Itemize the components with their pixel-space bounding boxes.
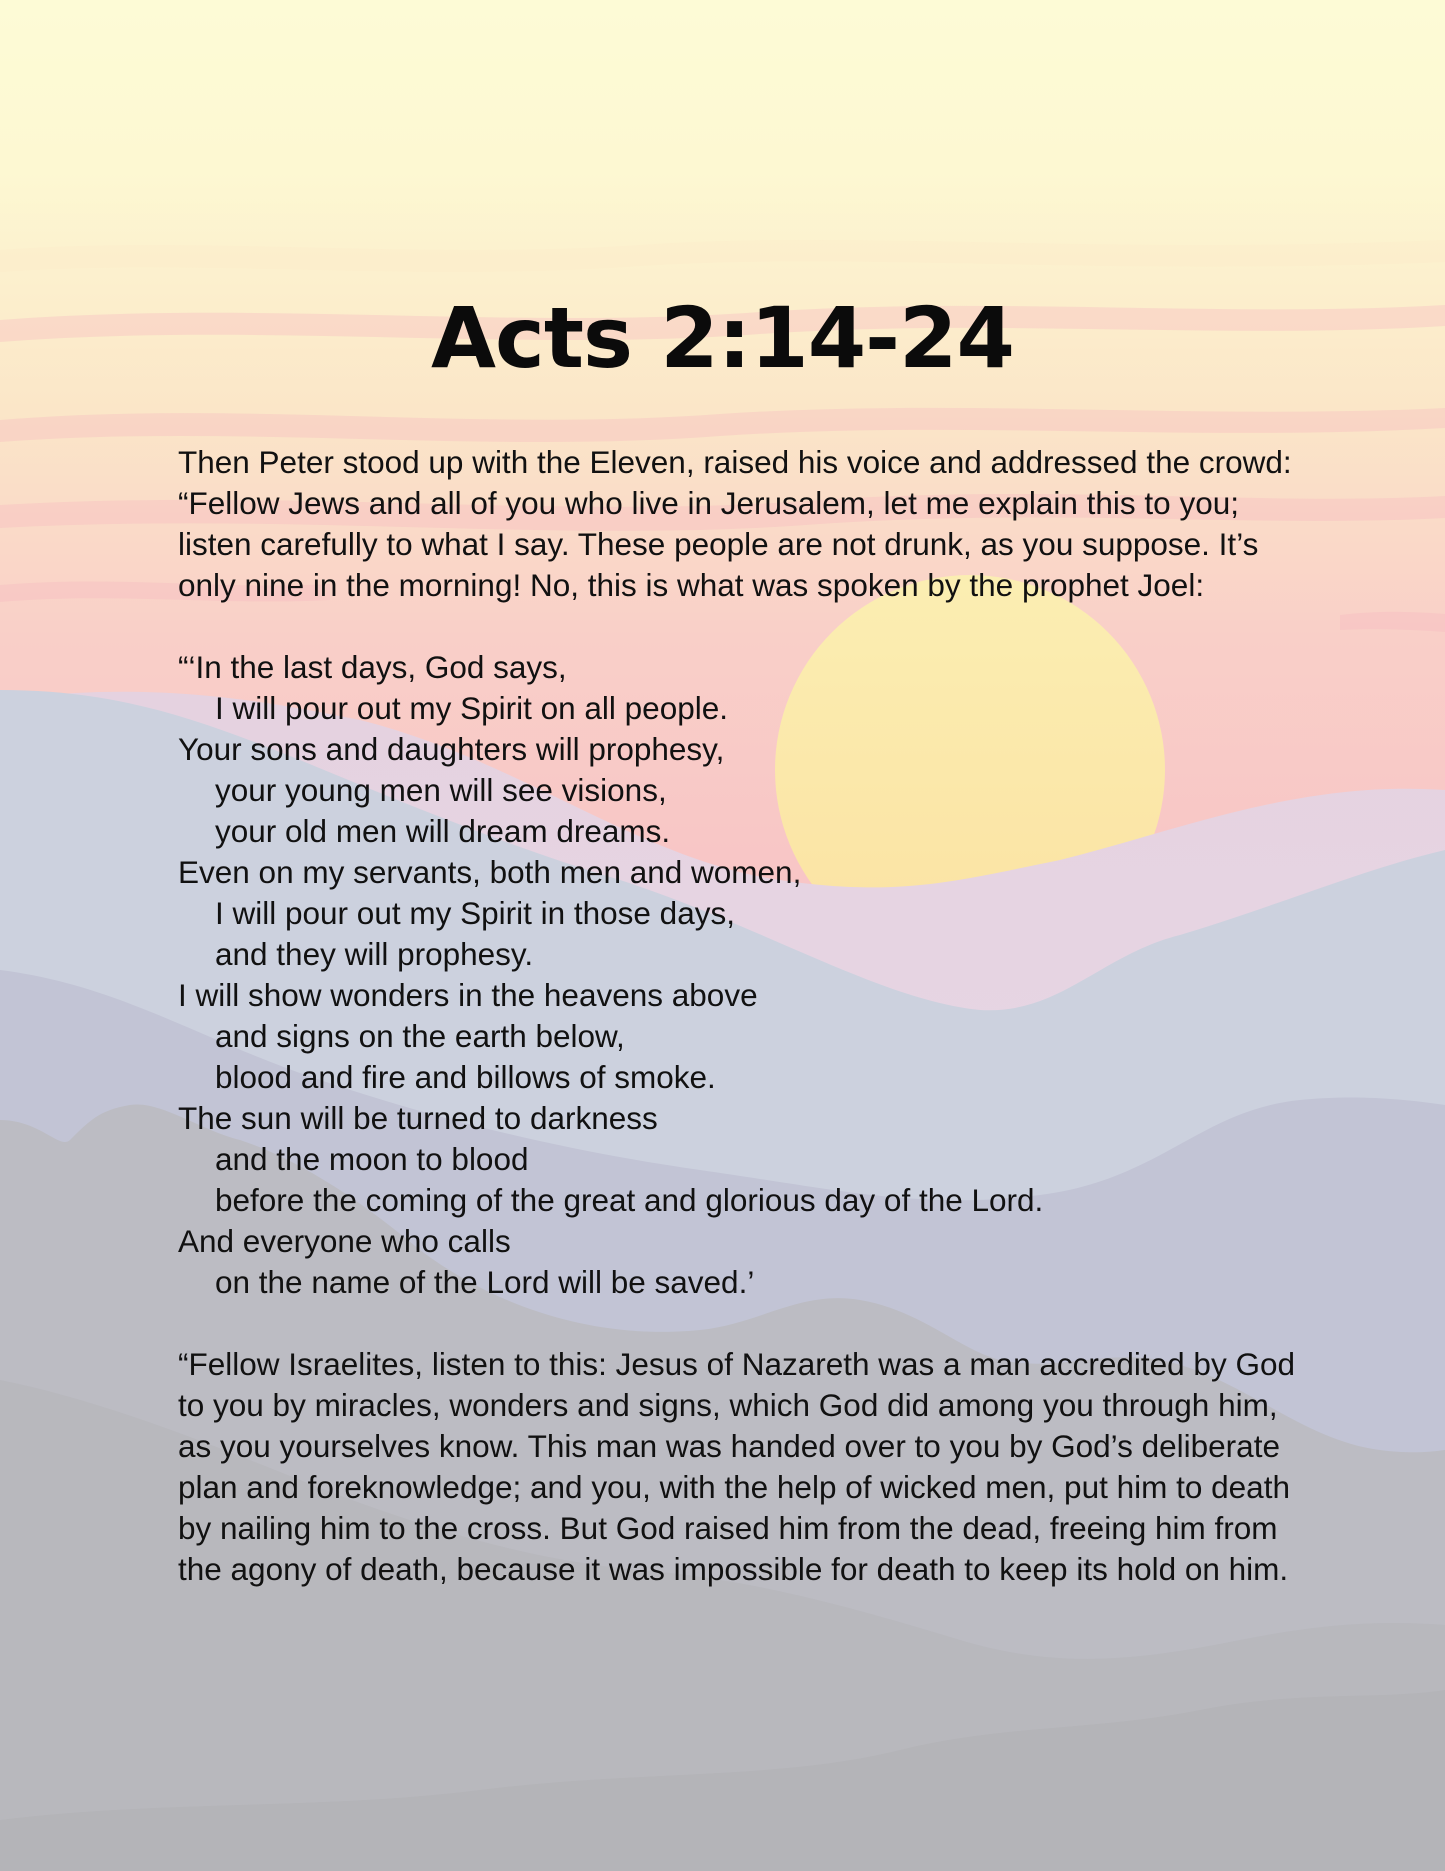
paragraph-spacer [178, 1303, 1298, 1344]
poem-line: your old men will dream dreams. [215, 813, 671, 849]
poem-block [178, 647, 1298, 1303]
page-title: Acts 2:14-24 [431, 289, 1014, 387]
scripture-text [178, 442, 1298, 1590]
poem-line: before the coming of the great and glorious day of the Lord. [215, 1182, 1044, 1218]
poem-line: “‘In the last days, God says, [178, 649, 567, 685]
poem-line: Your sons and daughters will prophesy, [178, 731, 725, 767]
poem-line: and they will prophesy. [215, 936, 534, 972]
poem-line: and the moon to blood [215, 1141, 529, 1177]
poem-line: Even on my servants, both men and women, [178, 854, 802, 890]
poem-line: blood and fire and billows of smoke. [215, 1059, 716, 1095]
poem-line: I will show wonders in the heavens above [178, 977, 758, 1013]
poem-line: on the name of the Lord will be saved.’ [215, 1264, 755, 1300]
closing-paragraph: “Fellow Israelites, listen to this: Jesus of Nazareth was a man accredited by God to you by miracles, wonders and signs, which God did among you through him, as you yourselves know. This man was handed over to you by God’s deliberate plan and foreknowledge; and you, with the help of wicked men, put him to death by nailing him to the cross. But God raised him from the dead, freeing him from the agony of death, because it was impossible for death to keep its hold on him. [178, 1346, 1295, 1587]
poem-line: I will pour out my Spirit on all people. [215, 690, 728, 726]
poem-line: your young men will see visions, [215, 772, 667, 808]
poem-line: and signs on the earth below, [215, 1018, 625, 1054]
poem-line: And everyone who calls [178, 1223, 511, 1259]
paragraph-spacer [178, 606, 1298, 647]
poem-line: I will pour out my Spirit in those days, [215, 895, 735, 931]
intro-paragraph: Then Peter stood up with the Eleven, raised his voice and addressed the crowd: “Fellow Jews and all of you who live in Jerusalem, let me explain this to you; listen carefully to what I say. These people are not drunk, as you suppose. It’s only nine in the morning! No, this is what was spoken by the prophet Joel: [178, 444, 1292, 603]
poem-line: The sun will be turned to darkness [178, 1100, 658, 1136]
